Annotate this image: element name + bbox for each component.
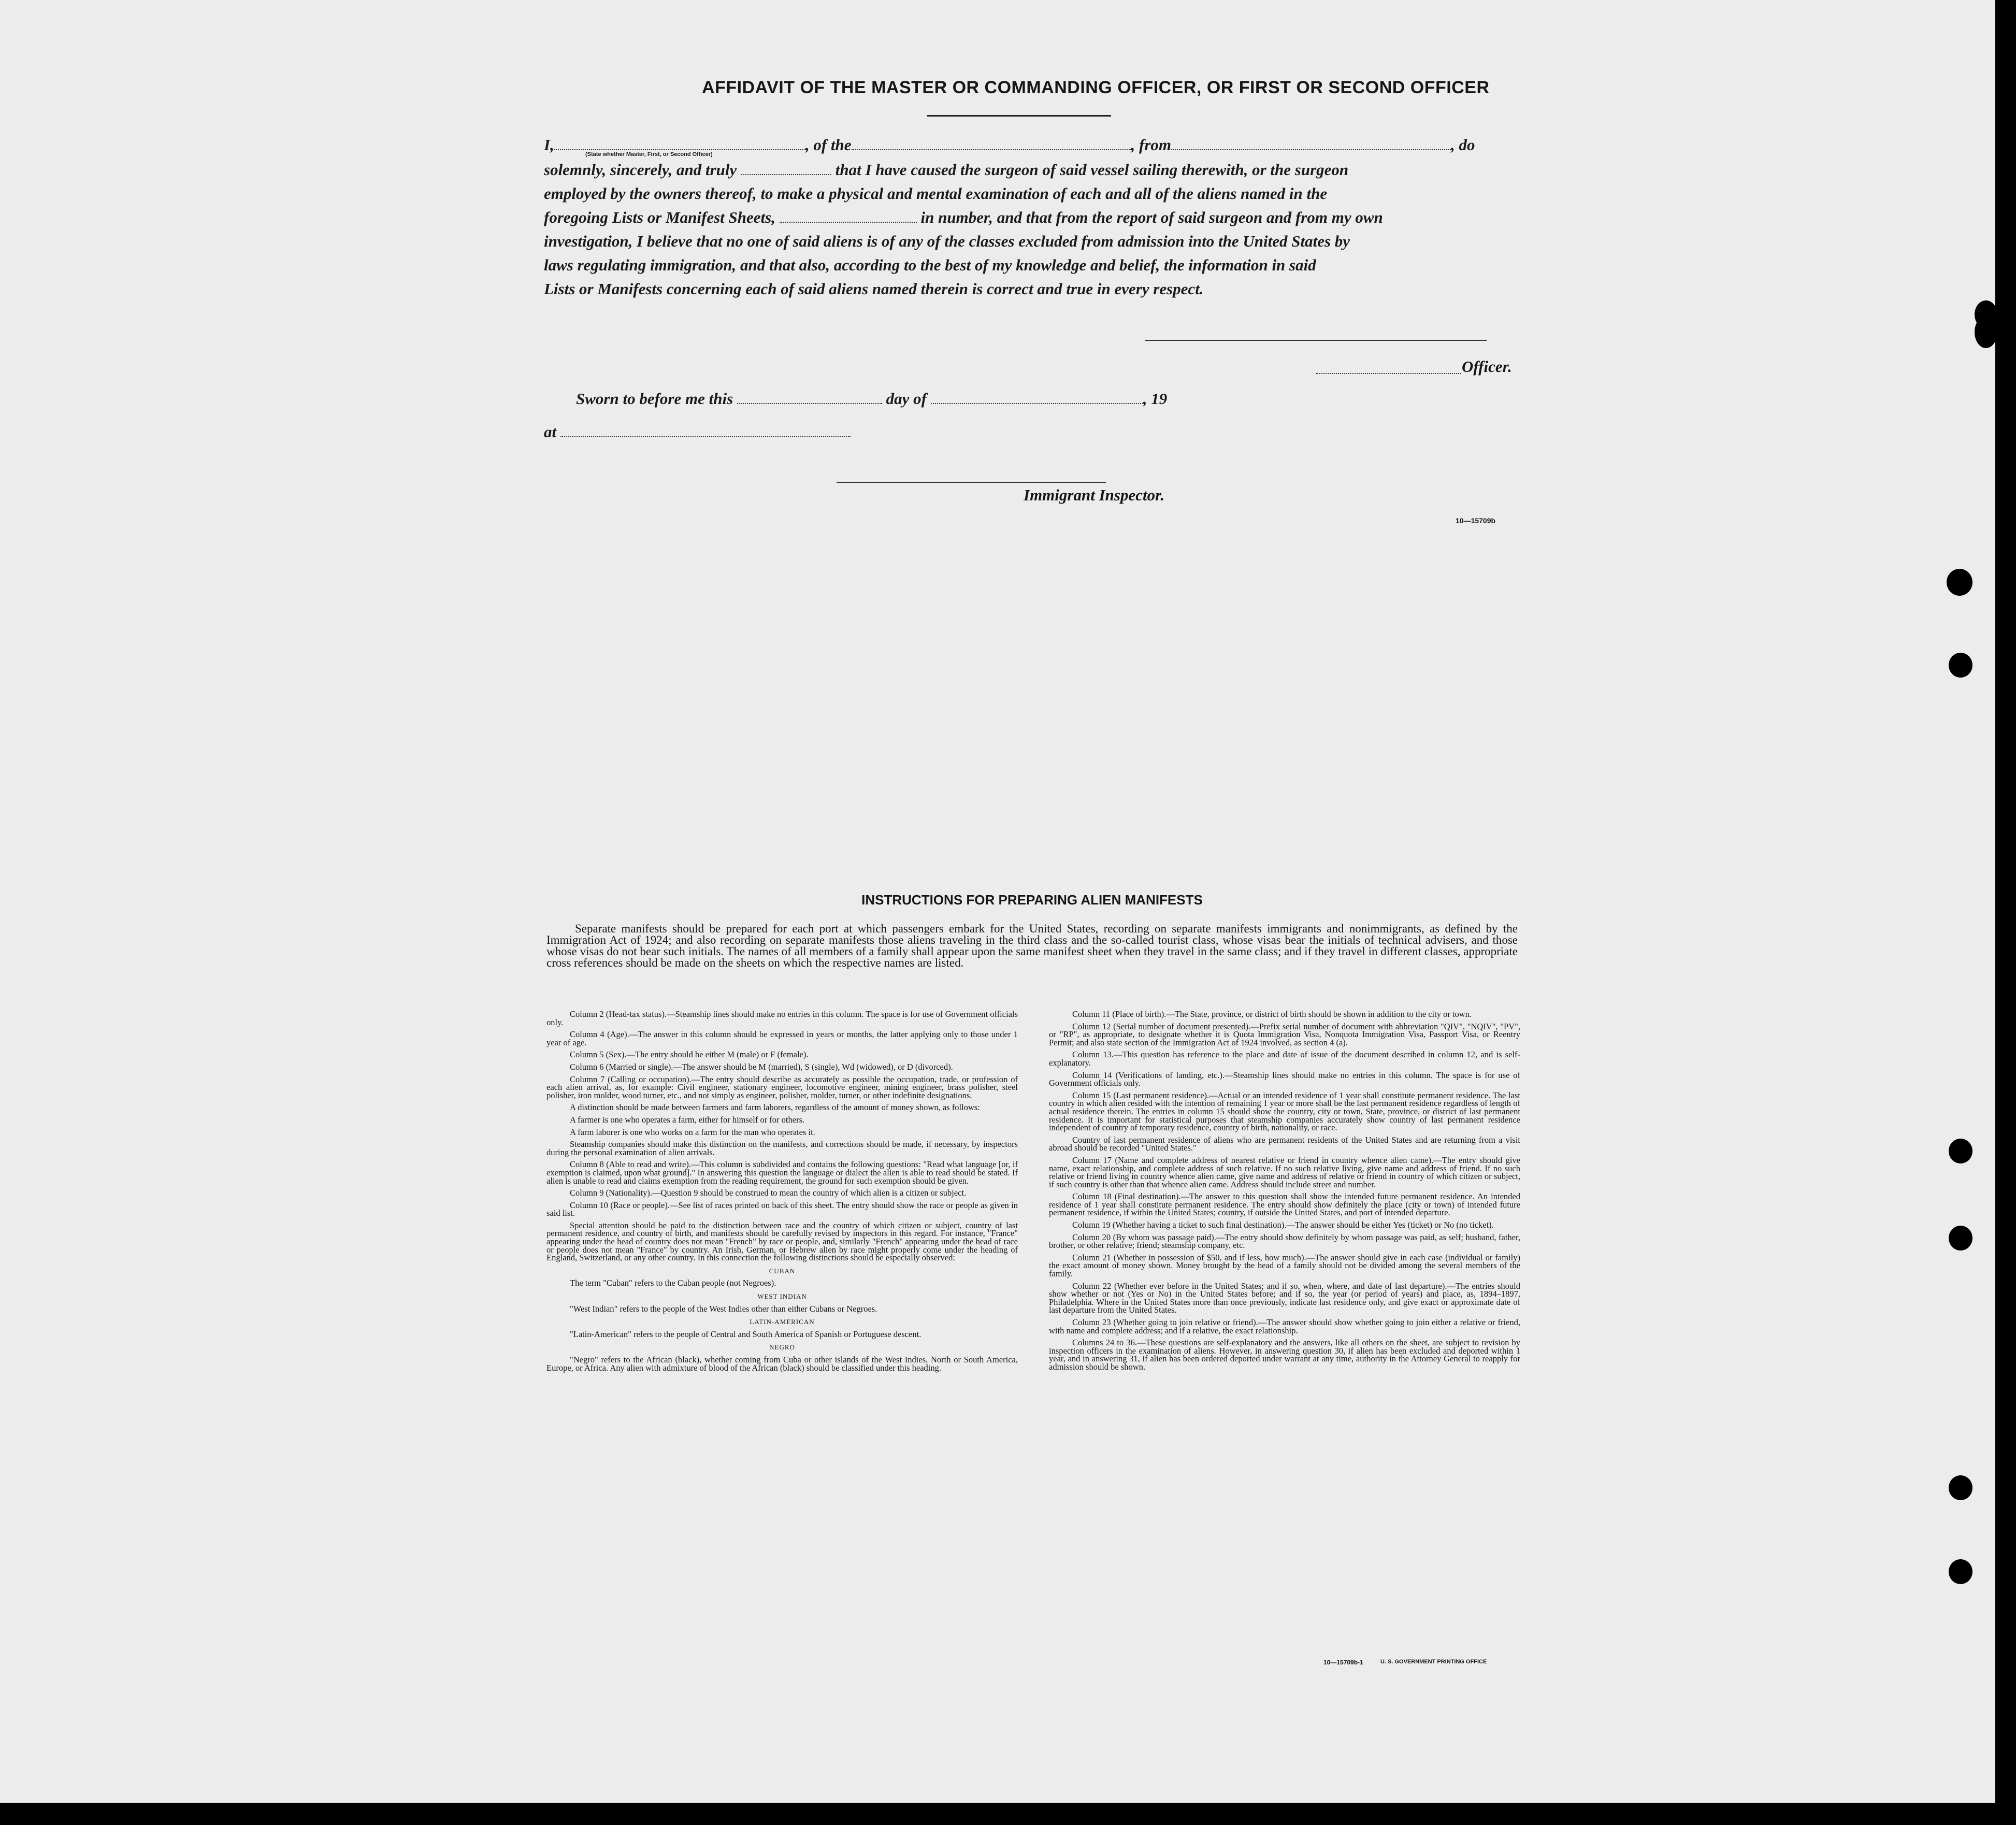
instruction-paragraph: Column 10 (Race or people).—See list of races printed on back of this sheet. The entry should show the race or people as given in said list.: [546, 1200, 1018, 1218]
negro-definition: "Negro" refers to the African (black), whether coming from Cuba or other islands of the West Indies, North or South America, Europe, or Africa. Any alien with admixture of blood of the African (black) should be classified under this heading.: [546, 1355, 1018, 1373]
instructions-title: INSTRUCTIONS FOR PREPARING ALIEN MANIFESTS: [861, 892, 1203, 908]
footer-form-number: 10—15709b-1: [1323, 1659, 1363, 1666]
latin-american-heading: LATIN-AMERICAN: [750, 1318, 815, 1326]
affidavit-text: Sworn to before me this: [576, 390, 733, 408]
instruction-paragraph: Column 14 (Verifications of landing, etc.).—Steamship lines should make no entries in this column. The space is for use of Government officials only.: [1049, 1070, 1520, 1088]
punch-hole: [1949, 1475, 1972, 1500]
instruction-paragraph: Column 4 (Age).—The answer in this column should be expressed in years or months, the latter applying only to those under 1 year of age.: [546, 1029, 1018, 1047]
affidavit-line-6: laws regulating immigration, and that also, according to the best of my knowledge and belief, the information in said: [544, 256, 1316, 274]
officer-title-line[interactable]: [1316, 373, 1461, 374]
instruction-paragraph: Column 18 (Final destination).—The answer to this question shall show the intended future permanent residence. An intended residence of 1 year shall constitute permanent residence. The entry should show definitely the place (city or town) of intended future permanent residence, if within the United States; country, if outside the United States, and port of intended departure.: [1049, 1191, 1520, 1218]
officer-label: Officer.: [1462, 357, 1512, 376]
title-divider: [927, 115, 1111, 117]
instruction-paragraph: Column 17 (Name and complete address of nearest relative or friend in country whence alien came).—The entry should give name, exact relationship, and complete address of such relative. If no such relative living, give name and address of friend. If no such relative or friend living in country whence alien came, give name and address of relative or friend in country of which citizen or subject, if such country is other than that whence alien came. Address should include street and number.: [1049, 1155, 1520, 1189]
affidavit-line-3: employed by the owners thereof, to make a physical and mental examination of each and all of the aliens named in the: [544, 184, 1328, 203]
west-indian-heading: WEST INDIAN: [757, 1292, 807, 1301]
instruction-paragraph: Column 9 (Nationality).—Question 9 should be construed to mean the country of which alien is a citizen or subject.: [570, 1188, 967, 1198]
instruction-paragraph: A farm laborer is one who works on a farm for the man who operates it.: [570, 1127, 815, 1137]
inspector-label: Immigrant Inspector.: [1024, 486, 1165, 504]
punch-hole: [1975, 316, 1997, 348]
affidavit-text: day of: [886, 390, 927, 408]
instruction-paragraph: Column 7 (Calling or occupation).—The entry should describe as accurately as possible the occupation, trade, or profession of each alien arrival, as, for example: Civil engineer, stationary engineer, locomotive engineer, mining engineer, brass polisher, steel polisher, iron molder, wood turner, etc., and not simply as engineer, polisher, molder, turner, or other indefinite designations.: [546, 1074, 1018, 1100]
affidavit-text: at: [544, 423, 557, 441]
instruction-paragraph: Column 22 (Whether ever before in the United States; and if so, when, where, and date of last departure).—The entries should show whether or not (Yes or No) in the United States before; and if so, the year (or period of years) and place, as, 1894–1897, Philadelphia. Where in the United States more than once previously, indicate last residence only, and give exact or approximate date of last departure from the United States.: [1049, 1281, 1520, 1315]
affidavit-text: , of the: [805, 136, 852, 154]
departure-port-field[interactable]: [1171, 139, 1451, 150]
negro-heading: NEGRO: [769, 1343, 795, 1352]
form-number: 10—15709b: [1456, 516, 1496, 525]
punch-hole: [1949, 1559, 1972, 1584]
punch-hole: [1949, 1226, 1972, 1251]
footer-printing-office: U. S. GOVERNMENT PRINTING OFFICE: [1380, 1659, 1487, 1665]
instruction-paragraph: Column 23 (Whether going to join relative or friend).—The answer should show whether going to join either a relative or friend, with name and complete address; and if a relative, the exact relationship.: [1049, 1317, 1520, 1335]
affidavit-text: that I have caused the surgeon of said vessel sailing therewith, or the surgeon: [835, 161, 1349, 179]
affidavit-text: , from: [1131, 136, 1172, 154]
affidavit-text: , do: [1451, 136, 1475, 154]
inspector-signature-line[interactable]: [837, 482, 1106, 483]
officer-signature-line[interactable]: [1145, 340, 1487, 341]
oath-manner-field[interactable]: [741, 164, 831, 175]
instructions-right-column: [1049, 1010, 1520, 1375]
instruction-paragraph: Column 20 (By whom was passage paid).—The entry should show definitely by whom passage was paid, as self; husband, father, brother, or other relative; friend; steamship company, etc.: [1049, 1232, 1520, 1251]
affidavit-text: foregoing Lists or Manifest Sheets,: [544, 208, 775, 226]
instruction-paragraph: Column 11 (Place of birth).—The State, province, or district of birth should be shown in addition to the city or town.: [1072, 1009, 1472, 1019]
field-note: (State whether Master, First, or Second Officer): [585, 151, 713, 157]
affidavit-title: AFFIDAVIT OF THE MASTER OR COMMANDING OFFICER, OR FIRST OR SECOND OFFICER: [702, 78, 1490, 97]
instructions-intro: Separate manifests should be prepared for each port at which passengers embark for the United States, recording on separate manifests immigrants and nonimmigrants, as defined by the Immigration Act of 1924; and also recording on separate manifests those aliens traveling in the third class and the so-called tourist class, whose visas bear the initials of technical advisers, and those whose visas do not bear such initials. The names of all members of a family shall appear upon the same manifest sheet when they travel in the same class; and if they travel in different classes, appropriate cross references should be made on the sheets on which the respective names are listed.: [546, 922, 1518, 969]
instruction-paragraph: Column 5 (Sex).—The entry should be either M (male) or F (female).: [570, 1050, 809, 1060]
vessel-name-field[interactable]: [852, 139, 1131, 150]
instruction-paragraph: Column 6 (Married or single).—The answer should be M (married), S (single), Wd (widowed), or D (divorced).: [570, 1061, 953, 1072]
instruction-paragraph: A farmer is one who operates a farm, either for himself or for others.: [570, 1114, 805, 1125]
sworn-line: [576, 390, 1249, 408]
instruction-paragraph: A distinction should be made between farmers and farm laborers, regardless of the amount of money shown, as follows:: [570, 1102, 980, 1113]
instruction-paragraph: Column 2 (Head-tax status).—Steamship lines should make no entries in this column. The space is for use of Government officials only.: [546, 1009, 1018, 1027]
affidavit-line-5: investigation, I believe that no one of said aliens is of any of the classes excluded from admission into the United States by: [544, 232, 1350, 250]
punch-hole: [1947, 569, 1972, 596]
instruction-paragraph: Columns 24 to 36.—These questions are self-explanatory and the answers, like all others on the sheet, are subject to revision by inspection officers in the examination of aliens. However, in answering question 30, if alien has been excluded and deported within 1 year, and in answering 31, if alien has been ordered deported under warrant at any time, authority in the Attorney General to reapply for admission should be shown.: [1049, 1338, 1520, 1372]
sworn-place-field[interactable]: [560, 426, 851, 437]
instruction-paragraph: Column 12 (Serial number of document presented).—Prefix serial number of document with abbreviation "QIV", "NQIV", "PV", or "RP", as appropriate, to designate whether it is Quota Immigration Visa, Nonquota Immigration Visa, Passport Visa, or Reentry Permit; and also state section of the Immigration Act of 1924 involved, as section 4 (a).: [1049, 1021, 1520, 1047]
affidavit-line-4: [544, 208, 1518, 227]
affidavit-text: , 19: [1143, 390, 1168, 408]
cuban-heading: CUBAN: [769, 1267, 796, 1275]
affidavit-text: I,: [544, 136, 554, 154]
instruction-paragraph: Column 19 (Whether having a ticket to such final destination).—The answer should be either Yes (ticket) or No (no ticket).: [1072, 1220, 1494, 1230]
affidavit-line-7: Lists or Manifests concerning each of said aliens named therein is correct and true in every respect.: [544, 280, 1204, 298]
latin-american-definition: "Latin-American" refers to the people of Central and South America of Spanish or Portuguese descent.: [570, 1329, 921, 1339]
affidavit-text: in number, and that from the report of said surgeon and from my own: [920, 208, 1383, 226]
cuban-definition: The term "Cuban" refers to the Cuban people (not Negroes).: [570, 1278, 776, 1288]
alien-count-field[interactable]: [780, 212, 917, 223]
at-line: [544, 423, 906, 441]
instruction-paragraph: Special attention should be paid to the distinction between race and the country of which citizen or subject, country of last permanent residence, and country of birth, and manifests should be carefully revised by inspectors in this regard. For instance, "France" appearing under the head of country does not mean "French" by race or people, and, similarly "French" appearing under the head of race or people does not mean "France" by country. An Irish, German, or Hebrew alien by race might properly come under the heading of England, Switzerland, or any other country. In this connection the following distinctions should be especially observed:: [546, 1220, 1018, 1263]
affidavit-text: solemnly, sincerely, and truly: [544, 161, 737, 179]
west-indian-definition: "West Indian" refers to the people of the West Indies other than either Cubans or Negroes.: [570, 1303, 877, 1314]
instruction-paragraph: Column 13.—This question has reference to the place and date of issue of the document described in column 12, and is self-explanatory.: [1049, 1050, 1520, 1068]
instruction-paragraph: Column 8 (Able to read and write).—This column is subdivided and contains the following questions: "Read what language [or, if exemption is claimed, upon what ground]." In answering this question the language or dialect the alien is able to read should be stated. If alien is unable to read and claims exemption from the reading requirement, the ground for such exemption should be given.: [546, 1159, 1018, 1186]
scan-edge: [1995, 0, 2016, 1825]
officer-rank-field[interactable]: [554, 139, 805, 150]
instruction-paragraph: Steamship companies should make this distinction on the manifests, and corrections should be made, if necessary, by inspectors during the personal examination of alien arrivals.: [546, 1139, 1018, 1157]
affidavit-line-2: [544, 161, 1518, 179]
punch-hole: [1949, 1139, 1972, 1163]
instruction-paragraph: Country of last permanent residence of aliens who are permanent residents of the United States and are returning from a visit abroad should be recorded "United States.": [1049, 1134, 1520, 1153]
instruction-paragraph: Column 15 (Last permanent residence).—Actual or an intended residence of 1 year shall constitute permanent residence. The last country in which alien resided with the intention of remaining 1 year or more shall be the last permanent residence regardless of length of actual residence therein. The entries in column 15 should show the country, city or town, State, province, or district of last permanent residence. It is important for statistical purposes that steamship companies accurately show country of last permanent residence independent of country of temporary residence, country of birth, nationality, or race.: [1049, 1090, 1520, 1133]
sworn-day-field[interactable]: [737, 393, 882, 404]
instructions-left-column: [546, 1010, 1018, 1376]
sworn-month-field[interactable]: [931, 393, 1143, 404]
punch-hole: [1949, 653, 1972, 678]
instruction-paragraph: Column 21 (Whether in possession of $50, and if less, how much).—The answer should give in each case (individual or family) the exact amount of money shown. Money brought by the head of a family should not be divided among the several members of the family.: [1049, 1252, 1520, 1279]
